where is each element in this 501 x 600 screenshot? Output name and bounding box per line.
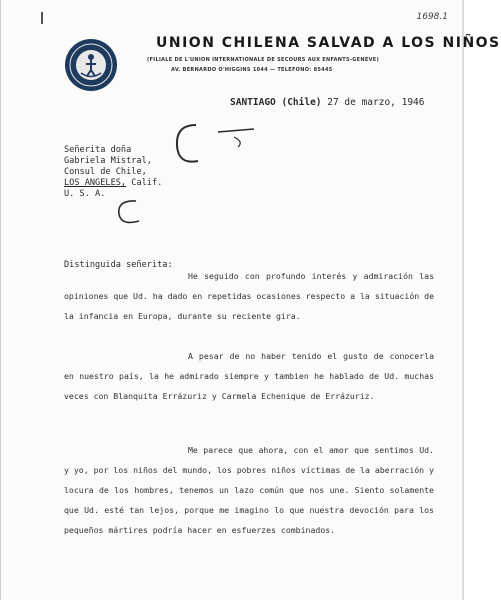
paragraph-2: A pesar de no haber tenido el gusto de conocerla en nuestro país, la he admirado siempre y tambien he hablado de Ud. muchas veces con Blanquita Errázuriz y Carmela Echenique de Errázuriz. [64,351,434,401]
letter-date [230,97,424,108]
recipient-line-3: Consul de Chile, [64,167,147,177]
archive-number: 1698.1 [416,12,448,22]
recipient-line-4 [64,178,162,189]
recipient-line-5: U. S. A. [64,189,106,199]
margin-mark [41,12,43,24]
organization-subtitle: (FILIALE DE L'UNION INTERNATIONALE DE SECOURS AUX ENFANTS-GENEVE) [147,57,380,63]
organization-address: AV. BERNARDO O'HIGGINS 1044 — TELEFONO: 85445 [171,67,333,73]
paragraph-3: Me parece que ahora, con el amor que sentimos Ud. y yo, por los niños del mundo, los pobres niños víctimas de la aberración y locura de los hombres, tenemos un lazo común que nos une. Siento solamente que Ud. esté tan lejos, porque me imagino lo que nuestra devoción para los pequeños mártires podría hacer en esfuerzes combinados. [64,445,434,535]
date-city: SANTIAGO (Chile) [230,97,322,108]
handwritten-small-c-icon [111,197,151,227]
date-text: 27 de marzo, 1946 [327,97,425,108]
paragraph-1: He seguido con profundo interés y admiración las opiniones que Ud. ha dado en repetidas ocasiones respecto a la situación de la infancia en Europa, durante su reciente gira. [64,271,434,321]
recipient-state: Calif. [126,178,163,188]
recipient-address [64,145,162,200]
organization-name: UNION CHILENA SALVAD A LOS NIÑOS [156,35,501,51]
salutation: Distinguida señerita: [64,260,173,270]
recipient-city: LOS ANGELES, [64,178,127,188]
recipient-line-2: Gabriela Mistral, [64,156,152,166]
organization-seal-icon [64,38,118,92]
handwritten-c-mark-icon [166,117,261,172]
recipient-line-1: Señerita doña [64,145,132,155]
